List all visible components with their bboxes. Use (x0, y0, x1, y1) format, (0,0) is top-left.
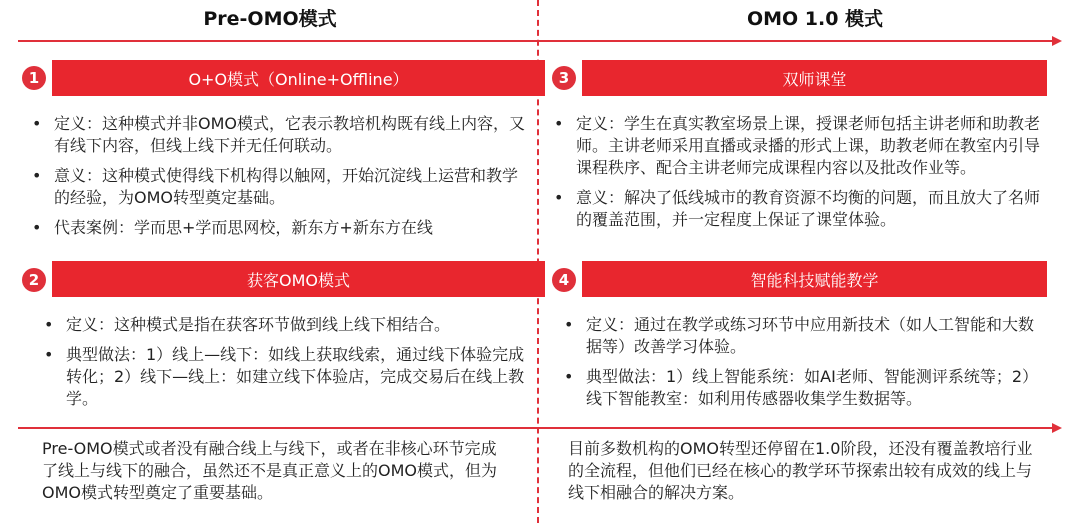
section-4-bullets (562, 314, 1047, 418)
top-arrow-head-icon (1052, 36, 1062, 46)
list-item: • 代表案例：学而思+学而思网校，新东方+新东方在线 (30, 217, 525, 239)
list-item: • 定义：学生在真实教室场景上课，授课老师包括主讲老师和助教老师。主讲老师采用直播或录播的形式上课，助教老师在教室内引导课程秩序、配合主讲老师完成课程内容以及批改作业等。 (552, 113, 1047, 179)
omo-1-title: OMO 1.0 模式 (746, 8, 884, 30)
list-item: • 定义：通过在教学或练习环节中应用新技术（如人工智能和大数据等）改善学习体验。 (562, 314, 1047, 358)
list-item: • 意义：解决了低线城市的教育资源不均衡的问题，而且放大了名师的覆盖范围，并一定程度上保证了课堂体验。 (552, 187, 1047, 231)
section-1-title-bar: O+O模式（Online+Offline） (52, 60, 545, 96)
pre-omo-title: Pre-OMO模式 (203, 8, 337, 30)
section-1-bullets (30, 113, 525, 247)
summary-right: 目前多数机构的OMO转型还停留在1.0阶段，还没有覆盖教培行业的全流程，但他们已经在核心的教学环节探索出较有成效的线上与线下相融合的解决方案。 (568, 439, 1033, 502)
list-item: • 意义：这种模式使得线下机构得以触网，开始沉淀线上运营和教学的经验，为OMO转型奠定基础。 (30, 165, 525, 209)
section-4-title-bar: 智能科技赋能教学 (582, 261, 1047, 297)
section-3-badge: 3 (552, 66, 576, 90)
list-item: • 定义：这种模式是指在获客环节做到线上线下相结合。 (42, 314, 527, 336)
section-2-bullets (42, 314, 527, 418)
bottom-arrow-head-icon (1052, 423, 1062, 433)
bottom-arrow-line (18, 427, 1056, 429)
list-item: • 典型做法：1）线上—线下：如线上获取线索，通过线下体验完成转化；2）线下—线上：如建立线下体验店，完成交易后在线上教学。 (42, 344, 527, 410)
section-3-bullets (552, 113, 1047, 239)
section-3-title-bar: 双师课堂 (582, 60, 1047, 96)
list-item: • 定义：这种模式并非OMO模式，它表示教培机构既有线上内容，又有线下内容，但线上线下并无任何联动。 (30, 113, 525, 157)
summary-left: Pre-OMO模式或者没有融合线上与线下，或者在非核心环节完成了线上与线下的融合，虽然还不是真正意义上的OMO模式，但为OMO模式转型奠定了重要基础。 (42, 439, 497, 502)
list-item: • 典型做法：1）线上智能系统：如AI老师、智能测评系统等；2）线下智能教室：如利用传感器收集学生数据等。 (562, 366, 1047, 410)
section-1-badge: 1 (22, 66, 46, 90)
section-2-badge: 2 (22, 268, 46, 292)
section-4-badge: 4 (552, 268, 576, 292)
section-2-title-bar: 获客OMO模式 (52, 261, 545, 297)
